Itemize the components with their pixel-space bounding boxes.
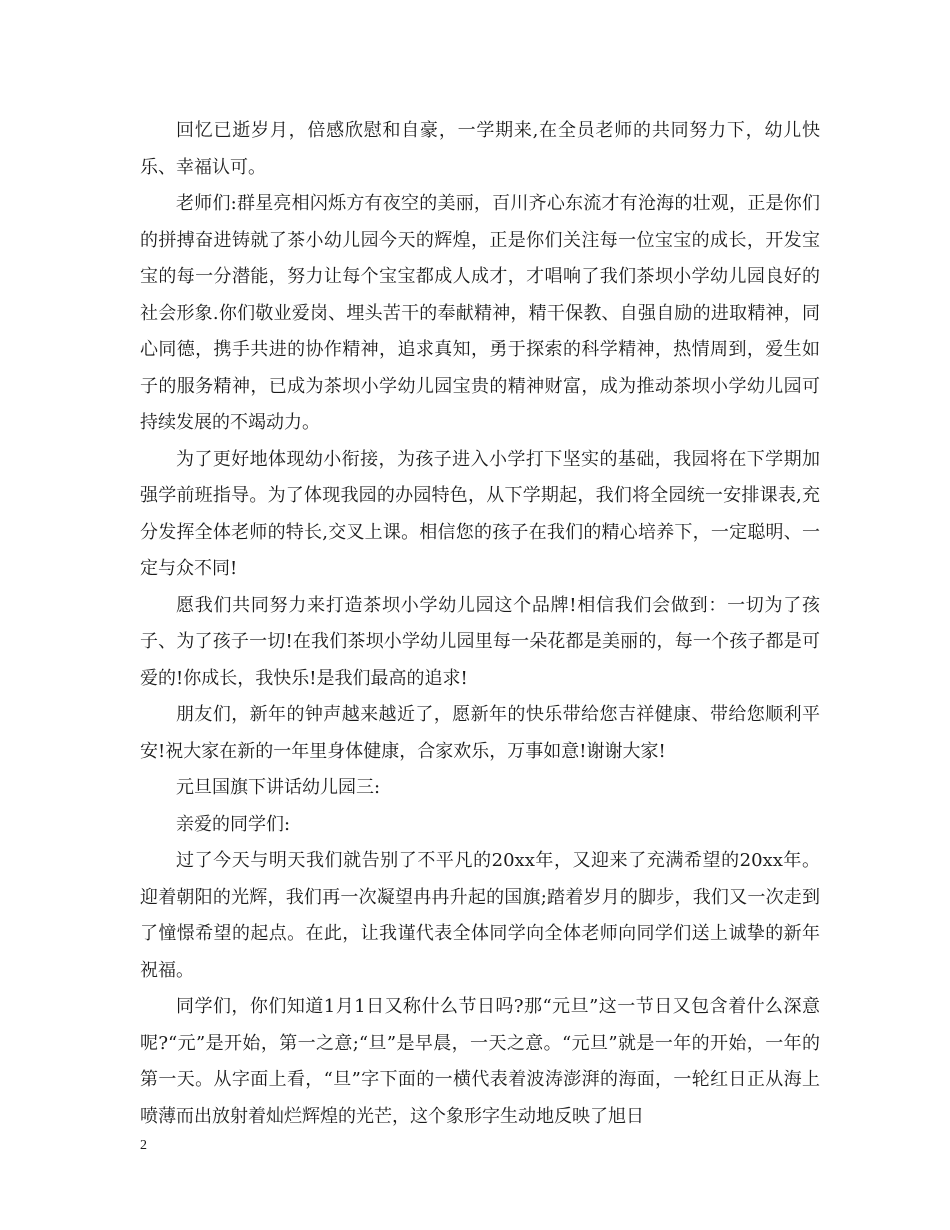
paragraph: 老师们:群星亮相闪烁方有夜空的美丽，百川齐心东流才有沧海的壮观，正是你们的拼搏奋进铸就了茶小幼儿园今天的辉煌，正是你们关注每一位宝宝的成长，开发宝宝的每一分潜能，努力让每个宝宝都成人成才，才唱响了我们茶坝小学幼儿园良好的社会形象.你们敬业爱岗、埋头苦干的奉献精神，精干保教、自强自励的进取精神，同心同德，携手共进的协作精神，追求真知，勇于探索的科学精神，热情周到，爱生如子的服务精神，已成为茶坝小学幼儿园宝贵的精神财富，成为推动茶坝小学幼儿园可持续发展的不竭动力。 <box>140 193 820 433</box>
paragraph: 回忆已逝岁月，倍感欣慰和自豪，一学期来,在全员老师的共同努力下，幼儿快乐、幸福认可。 <box>140 120 820 178</box>
page-number: 2 <box>140 1138 147 1153</box>
salutation: 亲爱的同学们: <box>176 813 291 835</box>
section-heading: 元旦国旗下讲话幼儿园三: <box>176 777 381 798</box>
paragraph: 愿我们共同努力来打造茶坝小学幼儿园这个品牌!相信我们会做到：一切为了孩子、为了孩子一切!在我们茶坝小学幼儿园里每一朵花都是美丽的，每一个孩子都是可爱的!你成长，我快乐!是我们最高的追求! <box>140 594 820 689</box>
body-text <box>140 113 820 1135</box>
paragraph: 为了更好地体现幼小衔接，为孩子进入小学打下坚实的基础，我园将在下学期加强学前班指导。为了体现我园的办园特色，从下学期起，我们将全园统一安排课表,充分发挥全体老师的特长,交叉上课。相信您的孩子在我们的精心培养下，一定聪明、一定与众不同! <box>140 448 820 579</box>
paragraph: 同学们，你们知道1月1日又称什么节日吗?那“元旦”这一节日又包含着什么深意呢?“元”是开始，第一之意;“旦”是早晨，一天之意。“元旦”就是一年的开始，一年的第一天。从字面上看，“旦”字下面的一横代表着波涛澎湃的海面，一轮红日正从海上喷薄而出放射着灿烂辉煌的光芒，这个象形字生动地反映了旭日 <box>140 996 820 1127</box>
paragraph: 朋友们，新年的钟声越来越近了，愿新年的快乐带给您吉祥健康、带给您顺利平安!祝大家在新的一年里身体健康，合家欢乐，万事如意!谢谢大家! <box>140 704 820 762</box>
paragraph: 过了今天与明天我们就告别了不平凡的20xx年，又迎来了充满希望的20xx年。迎着朝阳的光辉，我们再一次凝望冉冉升起的国旗;踏着岁月的脚步，我们又一次走到了憧憬希望的起点。在此，让我谨代表全体同学向全体老师向同学们送上诚挚的新年祝福。 <box>140 850 820 981</box>
